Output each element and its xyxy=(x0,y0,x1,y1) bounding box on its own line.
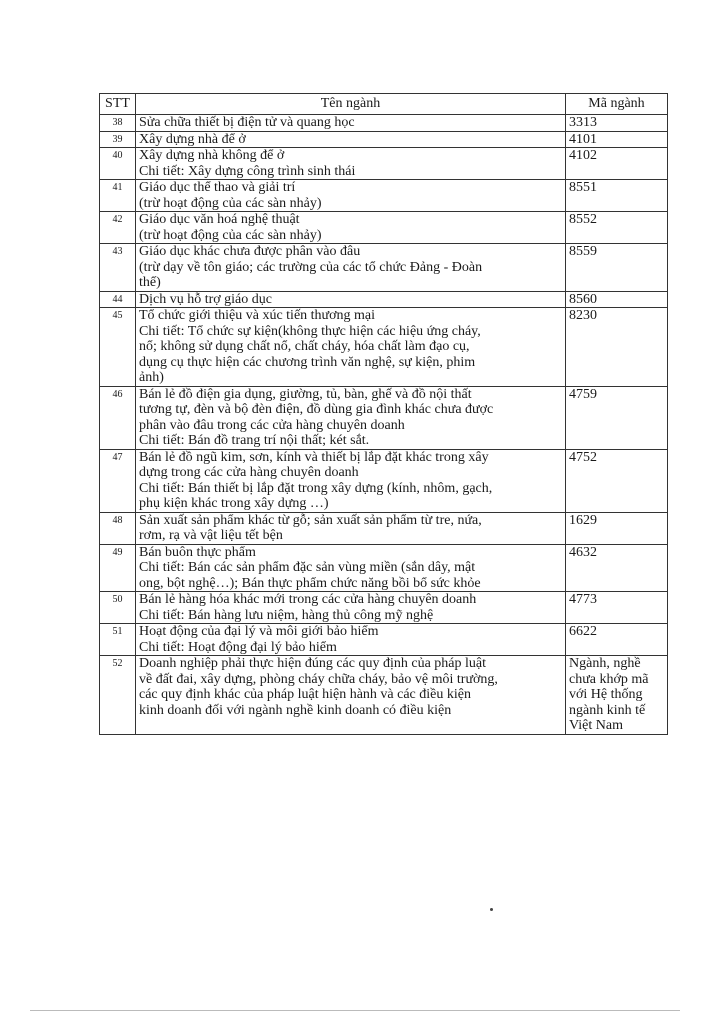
industry-code-line: 3313 xyxy=(569,115,597,130)
industry-name-line: (trừ hoạt động của các sàn nhảy) xyxy=(139,195,322,211)
industry-name-line: Bán lẻ đồ ngũ kim, sơn, kính và thiết bị lắp đặt khác trong xây xyxy=(139,449,489,465)
industry-name-line: thể) xyxy=(139,275,161,290)
industry-code-line: 4752 xyxy=(569,449,597,465)
industry-code-line: 4773 xyxy=(569,592,597,607)
industry-code-cell xyxy=(566,656,668,735)
industry-code-cell xyxy=(566,115,668,132)
industry-name-line: phụ kiện khác trong xây dựng …) xyxy=(139,496,329,511)
industry-name-line: Xây dựng nhà để ở xyxy=(139,131,246,147)
industry-code-line: 4102 xyxy=(569,148,597,163)
industry-code-line: 8559 xyxy=(569,244,597,259)
industry-code-cell xyxy=(566,180,668,212)
industry-name-cell xyxy=(136,291,566,308)
table-row xyxy=(100,624,668,656)
industry-code-line: ngành kinh tế xyxy=(569,702,646,718)
industry-name-cell xyxy=(136,386,566,449)
table-row xyxy=(100,512,668,544)
table-row xyxy=(100,244,668,292)
industry-name-line: về đất đai, xây dựng, phòng cháy chữa cháy, bảo vệ môi trường, xyxy=(139,671,498,687)
row-number: 43 xyxy=(100,244,136,292)
table-row xyxy=(100,592,668,624)
industry-name-line: Bán lẻ hàng hóa khác mới trong các cửa hàng chuyên doanh xyxy=(139,592,477,607)
industry-name-line: Tổ chức giới thiệu và xúc tiến thương mại xyxy=(139,308,376,323)
row-number: 41 xyxy=(100,180,136,212)
industry-code-cell xyxy=(566,544,668,592)
table-body xyxy=(100,115,668,735)
industry-name-line: Hoạt động của đại lý và môi giới bảo hiểm xyxy=(139,624,379,639)
row-number: 45 xyxy=(100,308,136,387)
header-code: Mã ngành xyxy=(566,94,668,115)
industry-name-line: ảnh) xyxy=(139,370,164,385)
industry-code-line: chưa khớp mã xyxy=(569,671,649,687)
industry-code-cell xyxy=(566,131,668,148)
row-number: 49 xyxy=(100,544,136,592)
industry-name-cell xyxy=(136,656,566,735)
industry-name-line: Sửa chữa thiết bị điện tử và quang học xyxy=(139,115,355,130)
industry-name-cell xyxy=(136,244,566,292)
industry-name-line: dựng trong các cửa hàng chuyên doanh xyxy=(139,465,359,480)
industry-code-line: Ngành, nghề xyxy=(569,656,641,671)
industry-name-cell xyxy=(136,544,566,592)
table-row xyxy=(100,212,668,244)
industry-name-cell xyxy=(136,449,566,512)
industry-code-cell xyxy=(566,386,668,449)
industry-name-line: rơm, rạ và vật liệu tết bện xyxy=(139,528,283,543)
page-bottom-rule xyxy=(30,1010,680,1011)
industry-code-cell xyxy=(566,512,668,544)
industry-name-line: Chi tiết: Bán các sản phẩm đặc sản vùng miền (sắn dây, mật xyxy=(139,560,476,575)
table-header-row xyxy=(100,94,668,115)
row-number: 47 xyxy=(100,449,136,512)
industry-code-line: 4759 xyxy=(569,386,597,402)
table-row xyxy=(100,544,668,592)
industry-name-line: Chi tiết: Bán đồ trang trí nội thất; két sắt. xyxy=(139,433,370,448)
industry-name-cell xyxy=(136,131,566,148)
industry-code-cell xyxy=(566,244,668,292)
row-number: 46 xyxy=(100,386,136,449)
industry-name-cell xyxy=(136,180,566,212)
industry-name-line: Doanh nghiệp phải thực hiện đúng các quy định của pháp luật xyxy=(139,656,486,671)
industry-name-cell xyxy=(136,592,566,624)
industry-name-line: tương tự, đèn và bộ đèn điện, đồ dùng gia đình khác chưa được xyxy=(139,402,494,417)
industry-name-line: phân vào đâu trong các cửa hàng chuyên doanh xyxy=(139,417,405,433)
row-number: 40 xyxy=(100,148,136,180)
industry-code-line: 8230 xyxy=(569,308,597,323)
industry-name-line: Dịch vụ hỗ trợ giáo dục xyxy=(139,291,272,307)
table-row xyxy=(100,131,668,148)
table-row xyxy=(100,148,668,180)
table-row xyxy=(100,180,668,212)
industry-code-line: 8560 xyxy=(569,291,597,307)
industry-name-line: Chi tiết: Hoạt động đại lý bảo hiểm xyxy=(139,639,337,655)
table-row xyxy=(100,308,668,387)
table-row xyxy=(100,656,668,735)
row-number: 38 xyxy=(100,115,136,132)
industry-code-cell xyxy=(566,308,668,387)
industry-code-line: 6622 xyxy=(569,624,597,639)
row-number: 50 xyxy=(100,592,136,624)
row-number: 48 xyxy=(100,512,136,544)
industry-name-line: Giáo dục thể thao và giải trí xyxy=(139,180,296,195)
industry-code-cell xyxy=(566,148,668,180)
industry-name-cell xyxy=(136,115,566,132)
industry-code-cell xyxy=(566,449,668,512)
industry-name-cell xyxy=(136,212,566,244)
table-row xyxy=(100,386,668,449)
industry-name-line: Giáo dục văn hoá nghệ thuật xyxy=(139,212,300,227)
table-row xyxy=(100,115,668,132)
industry-name-line: Bán buôn thực phẩm xyxy=(139,544,256,560)
header-stt: STT xyxy=(100,94,136,115)
industry-code-line: Việt Nam xyxy=(569,718,623,733)
industry-name-line: Chi tiết: Tổ chức sự kiện(không thực hiện các hiệu ứng cháy, xyxy=(139,323,481,339)
business-lines-table xyxy=(99,93,668,735)
table-row xyxy=(100,291,668,308)
industry-name-line: (trừ dạy về tôn giáo; các trường của các tổ chức Đảng - Đoàn xyxy=(139,259,483,275)
industry-code-line: 4632 xyxy=(569,544,597,560)
industry-code-cell xyxy=(566,592,668,624)
row-number: 44 xyxy=(100,291,136,308)
scan-speck xyxy=(490,908,493,911)
row-number: 52 xyxy=(100,656,136,735)
row-number: 39 xyxy=(100,131,136,148)
industry-name-line: các quy định khác của pháp luật hiện hành và các điều kiện xyxy=(139,687,471,702)
industry-name-line: Chi tiết: Bán hàng lưu niệm, hàng thủ công mỹ nghệ xyxy=(139,607,434,623)
industry-name-line: Xây dựng nhà không để ở xyxy=(139,148,285,163)
industry-name-line: (trừ hoạt động của các sàn nhảy) xyxy=(139,227,322,243)
header-name: Tên ngành xyxy=(136,94,566,115)
industry-name-line: ong, bột nghệ…); Bán thực phẩm chức năng bồi bổ sức khỏe xyxy=(139,575,481,591)
row-number: 42 xyxy=(100,212,136,244)
industry-name-line: Giáo dục khác chưa được phân vào đâu xyxy=(139,244,361,259)
industry-name-line: nổ; không sử dụng chất nổ, chất cháy, hóa chất làm đạo cụ, xyxy=(139,339,470,354)
industry-name-cell xyxy=(136,624,566,656)
industry-name-cell xyxy=(136,148,566,180)
industry-name-cell xyxy=(136,512,566,544)
industry-name-line: Chi tiết: Bán thiết bị lắp đặt trong xây dựng (kính, nhôm, gạch, xyxy=(139,480,493,496)
industry-code-line: 8552 xyxy=(569,212,597,227)
industry-code-cell xyxy=(566,624,668,656)
industry-code-line: 4101 xyxy=(569,131,597,147)
industry-code-cell xyxy=(566,291,668,308)
industry-code-line: 8551 xyxy=(569,180,597,195)
industry-code-line: 1629 xyxy=(569,512,597,528)
table-row xyxy=(100,449,668,512)
industry-name-line: Chi tiết: Xây dựng công trình sinh thái xyxy=(139,163,356,179)
industry-name-line: Sản xuất sản phẩm khác từ gỗ; sản xuất sản phẩm từ tre, nứa, xyxy=(139,512,482,528)
row-number: 51 xyxy=(100,624,136,656)
industry-code-line: với Hệ thống xyxy=(569,687,643,702)
industry-name-line: dụng cụ thực hiện các chương trình văn nghệ, sự kiện, phim xyxy=(139,354,476,370)
industry-name-cell xyxy=(136,308,566,387)
industry-name-line: Bán lẻ đồ điện gia dụng, giường, tủ, bàn, ghế và đồ nội thất xyxy=(139,386,472,402)
industry-code-cell xyxy=(566,212,668,244)
industry-name-line: kinh doanh đối với ngành nghề kinh doanh có điều kiện xyxy=(139,702,452,718)
